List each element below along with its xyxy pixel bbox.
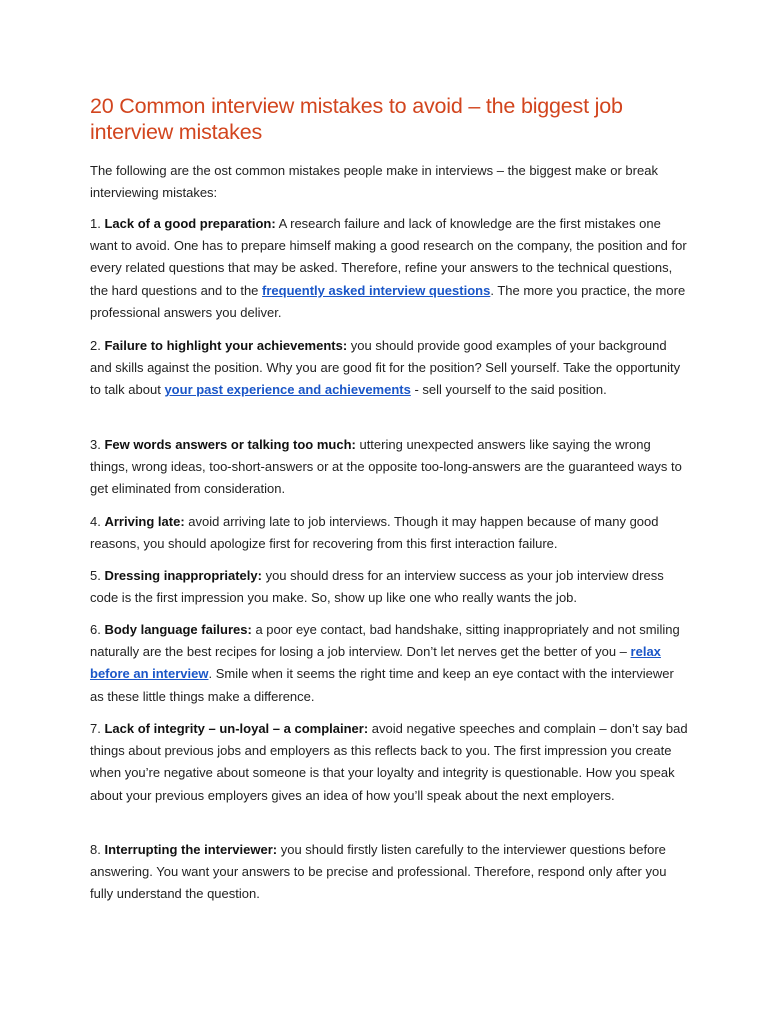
faq-interview-questions-link[interactable]: frequently asked interview questions xyxy=(262,282,491,298)
list-item-1 xyxy=(90,213,690,324)
item-text-after: - sell yourself to the said position. xyxy=(414,382,607,398)
item-number: 4. xyxy=(90,514,101,529)
past-experience-link[interactable]: your past experience and achievements xyxy=(164,382,411,398)
item-term: Few words answers or talking too much: xyxy=(104,437,356,452)
item-text: avoid arriving late to job interviews. Though it may happen because of many good reasons, you should apologize first for recovering from this first interaction failure. xyxy=(90,514,659,552)
item-number: 7. xyxy=(90,721,101,736)
list-item-6 xyxy=(90,619,690,708)
relax-before-interview-link[interactable]: relax before an interview xyxy=(90,644,661,682)
item-number: 2. xyxy=(90,338,101,353)
list-item-8 xyxy=(90,839,690,906)
item-term: Interrupting the interviewer: xyxy=(104,842,278,857)
item-text-after: . The more you practice, the more professional answers you deliver. xyxy=(90,282,686,320)
list-item-2 xyxy=(90,335,690,402)
intro-paragraph: The following are the ost common mistakes people make in interviews – the biggest make or break interviewing mistakes: xyxy=(90,163,658,201)
item-term: Failure to highlight your achievements: xyxy=(104,338,348,353)
item-text-after: . Smile when it seems the right time and keep an eye contact with the interviewer as these little things make a difference. xyxy=(90,666,674,704)
item-number: 1. xyxy=(90,216,101,231)
item-text: a poor eye contact, bad handshake, sitting inappropriately and not smiling naturally are the best recipes for losing a job interview. Don’t let nerves get the better of you – xyxy=(90,622,680,660)
item-text: you should dress for an interview success as your job interview dress code is the first impression you make. So, show up like one who really wants the job. xyxy=(90,568,664,606)
item-term: Lack of a good preparation: xyxy=(104,216,276,231)
item-term: Arriving late: xyxy=(104,514,185,529)
item-term: Dressing inappropriately: xyxy=(104,568,262,583)
item-term: Body language failures: xyxy=(104,622,252,637)
item-text: uttering unexpected answers like saying the wrong things, wrong ideas, too-short-answers or at the opposite too-long-answers are the guaranteed ways to get eliminated from consideration. xyxy=(90,437,682,497)
list-item-5 xyxy=(90,565,690,609)
page-title: 20 Common interview mistakes to avoid – the biggest job interview mistakes xyxy=(90,94,623,144)
item-number: 8. xyxy=(90,842,101,857)
item-text: avoid negative speeches and complain – don’t say bad things about previous jobs and employers as this reflects back to you. The first impression you create when you’re negative about someone is that your loyalty and integrity is questionable. How you speak about your previous employers gives an idea of how you’ll speak about the next employers. xyxy=(90,721,688,803)
item-text: you should firstly listen carefully to the interviewer questions before answering. You want your answers to be precise and professional. Therefore, respond only after you fully understand the question. xyxy=(90,842,667,902)
item-number: 3. xyxy=(90,437,101,452)
list-item-7 xyxy=(90,718,690,807)
item-term: Lack of integrity – un-loyal – a complainer: xyxy=(104,721,369,736)
item-text: A research failure and lack of knowledge are the first mistakes one want to avoid. One has to prepare himself making a good research on the company, the position and for every related questions that may be asked. Therefore, refine your answers to the technical questions, the hard questions and to the xyxy=(90,216,687,298)
item-number: 6. xyxy=(90,622,101,637)
item-number: 5. xyxy=(90,568,101,583)
item-text: you should provide good examples of your background and skills against the position. Why you are good fit for the position? Sell yourself. Take the opportunity to talk about xyxy=(90,338,681,398)
list-item-4 xyxy=(90,511,690,555)
list-item-3 xyxy=(90,434,690,501)
